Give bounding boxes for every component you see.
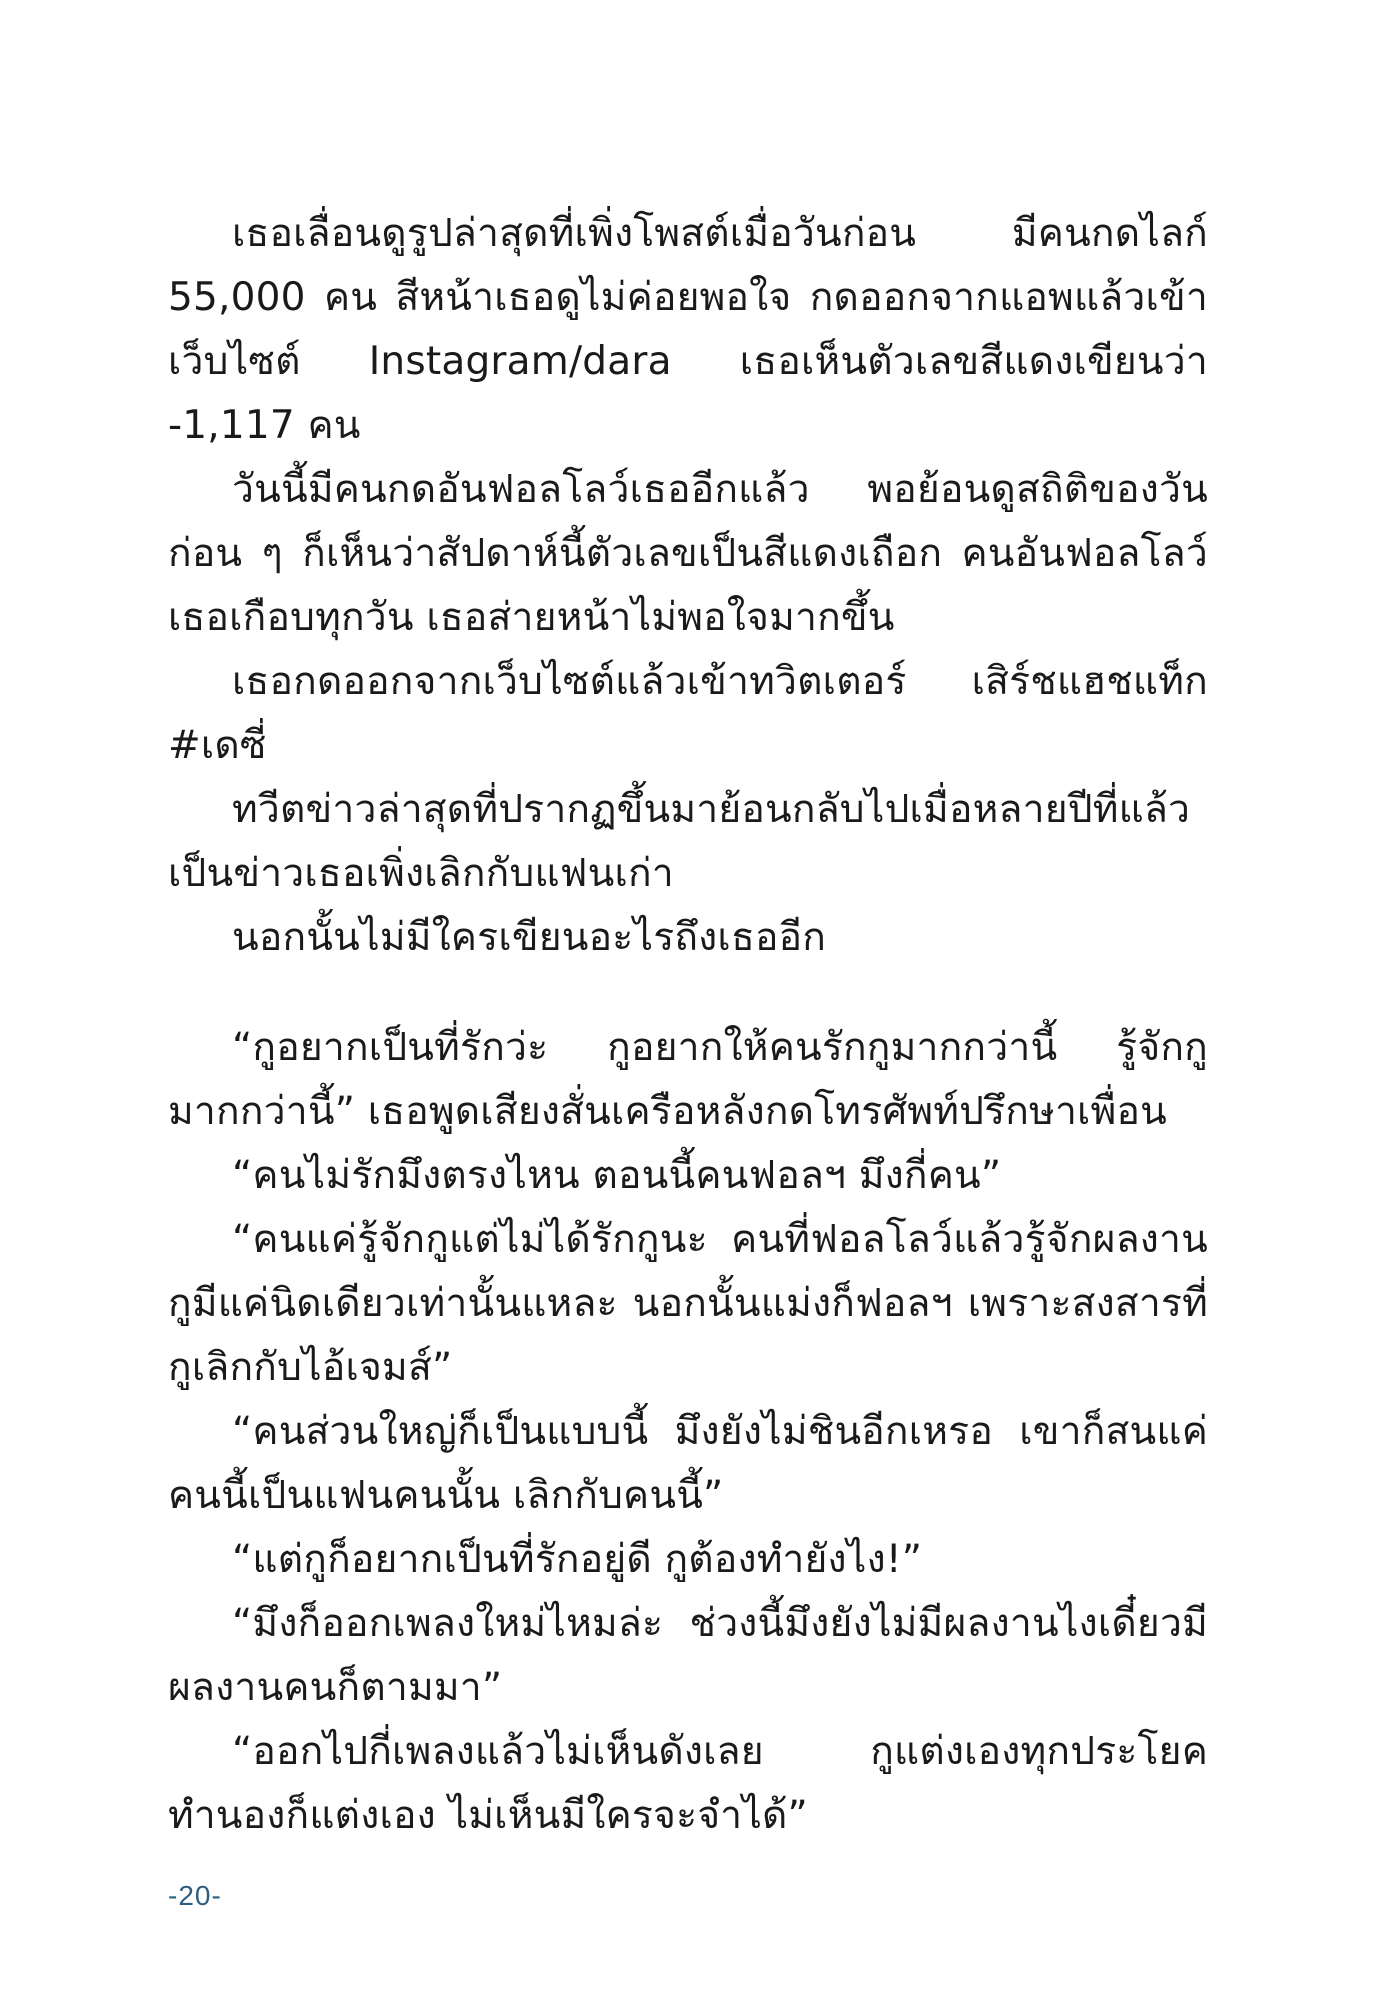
dialogue-section [168, 1016, 1208, 1848]
dialogue-line-songs-not-famous: “ออกไปกี่เพลงแล้วไม่เห็นดังเลย กูแต่งเองทุกประโยคทำนองก็แต่งเอง ไม่เห็นมีใครจะจำได้” [168, 1729, 1208, 1838]
dialogue-line-release-new-song: “มึงก็ออกเพลงใหม่ไหมล่ะ ช่วงนี้มึงยังไม่มีผลงานไงเดี๋ยวมีผลงานคนก็ตามมา” [168, 1601, 1208, 1710]
paragraph-unfollow-stats: วันนี้มีคนกดอันฟอลโลว์เธออีกแล้ว พอย้อนดูสถิติของวันก่อน ๆ ก็เห็นว่าสัปดาห์นี้ตัวเลขเป็นสีแดงเถือก คนอันฟอลโลว์เธอเกือบทุกวัน เธอส่ายหน้าไม่พอใจมากขึ้น [168, 467, 1208, 640]
page-number: -20- [168, 1880, 222, 1911]
dialogue-line-known-not-loved: “คนแค่รู้จักกูแต่ไม่ได้รักกูนะ คนที่ฟอลโลว์แล้วรู้จักผลงานกูมีแค่นิดเดียวเท่านั้นแหละ นอกนั้นแม่งก็ฟอลฯ เพราะสงสารที่กูเลิกกับไอ้เจมส์” [168, 1217, 1208, 1390]
paragraph-nobody-writes: นอกนั้นไม่มีใครเขียนอะไรถึงเธออีก [232, 915, 827, 960]
dialogue-line-want-to-be-loved: “กูอยากเป็นที่รักว่ะ กูอยากให้คนรักกูมากกว่านี้ รู้จักกูมากกว่านี้” เธอพูดเสียงสั่นเครือหลังกดโทรศัพท์ปรึกษาเพื่อน [168, 1025, 1208, 1134]
narrative-section [168, 202, 1208, 970]
dialogue-line-what-to-do: “แต่กูก็อยากเป็นที่รักอยู่ดี กูต้องทำยังไง!” [232, 1537, 923, 1582]
paragraph-latest-tweet: ทวีตข่าวล่าสุดที่ปรากฏขึ้นมาย้อนกลับไปเมื่อหลายปีที่แล้วเป็นข่าวเธอเพิ่งเลิกกับแฟนเก่า [168, 787, 1191, 896]
dialogue-line-most-people: “คนส่วนใหญ่ก็เป็นแบบนี้ มึงยังไม่ชินอีกเหรอ เขาก็สนแค่คนนี้เป็นแฟนคนนั้น เลิกกับคนนี้” [168, 1409, 1208, 1518]
dialogue-line-how-many-followers: “คนไม่รักมึงตรงไหน ตอนนี้คนฟอลฯ มึงกี่คน” [232, 1153, 1002, 1198]
paragraph-twitter-search: เธอกดออกจากเว็บไซต์แล้วเข้าทวิตเตอร์ เสิร์ชแฮชแท็ก #เดซี่ [168, 659, 1208, 768]
paragraph-scrolling-photo: เธอเลื่อนดูรูปล่าสุดที่เพิ่งโพสต์เมื่อวันก่อน มีคนกดไลก์ 55,000 คน สีหน้าเธอดูไม่ค่อยพอใจ กดออกจากแอพแล้วเข้าเว็บไซต์ Instagram/dara เธอเห็นตัวเลขสีแดงเขียนว่า -1,117 คน [168, 211, 1208, 448]
